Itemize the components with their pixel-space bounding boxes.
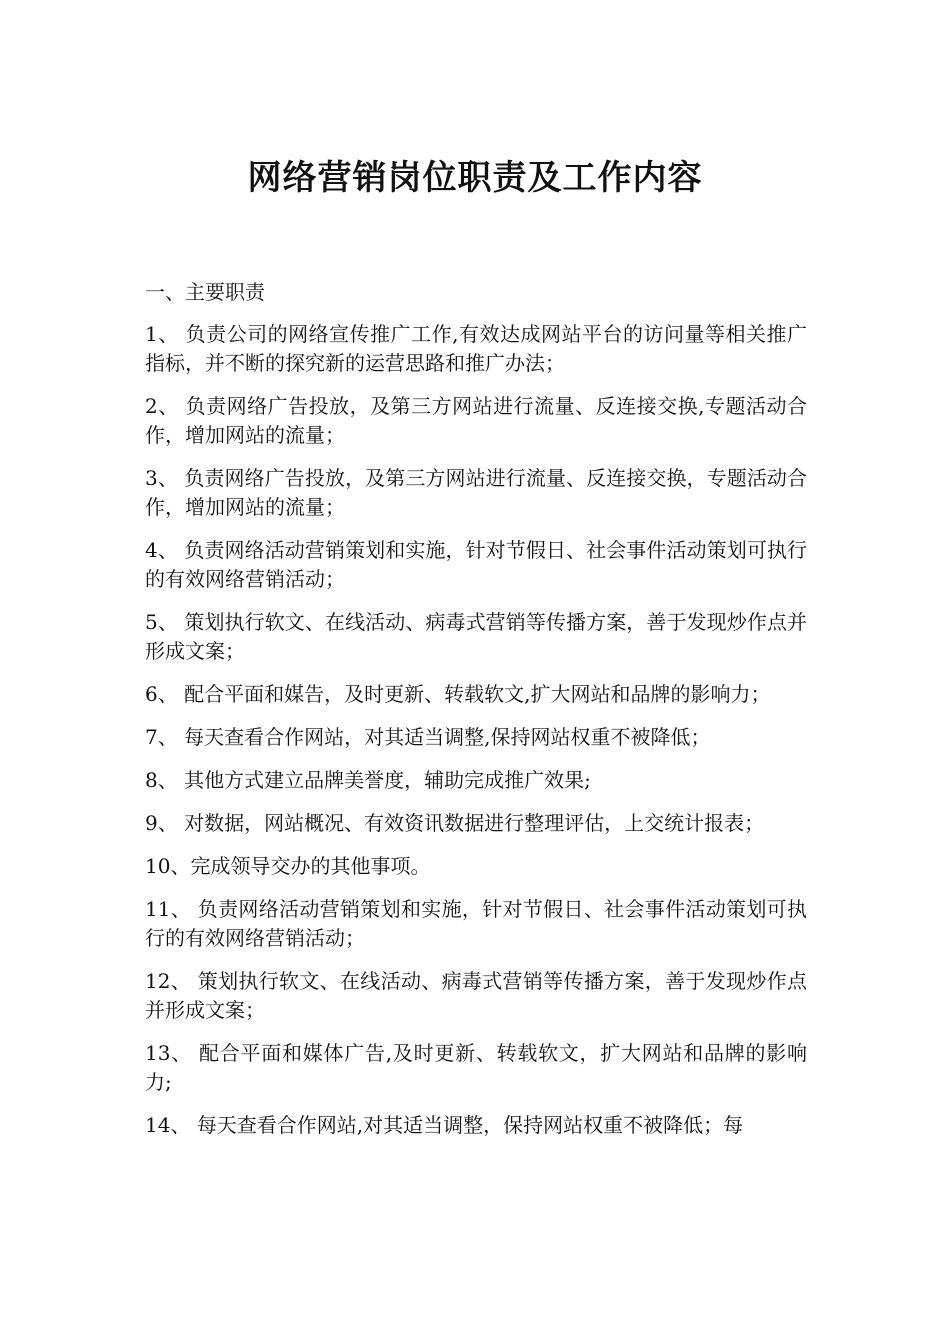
item-text: 配合平面和媒体广告,及时更新、转载软文，扩大网站和品牌的影响力; xyxy=(145,1041,807,1094)
document-body xyxy=(145,276,807,1154)
item-number: 1、 xyxy=(145,322,186,346)
item-text: 负责网络广告投放，及第三方网站进行流量、反连接交换，专题活动合作，增加网站的流量； xyxy=(145,466,808,519)
item-text: 策划执行软文、在线活动、病毒式营销等传播方案，善于发现炒作点并形成文案； xyxy=(145,610,808,663)
list-item xyxy=(145,723,807,752)
item-number: 11、 xyxy=(145,897,198,921)
list-item xyxy=(145,608,807,666)
item-text: 对数据，网站概况、有效资讯数据进行整理评估，上交统计报表； xyxy=(184,811,765,835)
item-number: 4、 xyxy=(145,538,185,562)
list-item xyxy=(145,1039,807,1097)
list-item xyxy=(145,766,807,795)
item-text: 配合平面和媒告，及时更新、转载软文,扩大网站和品牌的影响力； xyxy=(184,682,771,706)
list-item xyxy=(145,392,807,450)
item-number: 5、 xyxy=(145,610,185,634)
list-item xyxy=(145,536,807,594)
item-text: 负责网络广告投放，及第三方网站进行流量、反连接交换,专题活动合作，增加网站的流量； xyxy=(145,394,807,447)
list-item xyxy=(145,1111,807,1140)
item-number: 13、 xyxy=(145,1041,200,1065)
list-item xyxy=(145,320,807,378)
item-text: 完成领导交办的其他事项。 xyxy=(190,854,431,878)
list-item xyxy=(145,895,807,953)
item-number: 9、 xyxy=(145,811,185,835)
item-number: 2、 xyxy=(145,394,186,418)
document-title: 网络营销岗位职责及工作内容 xyxy=(247,158,703,198)
item-number: 3、 xyxy=(145,466,185,490)
item-number: 7、 xyxy=(145,725,185,749)
item-text: 策划执行软文、在线活动、病毒式营销等传播方案，善于发现炒作点并形成文案； xyxy=(145,969,807,1022)
item-number: 8、 xyxy=(145,768,185,792)
list-item xyxy=(145,680,807,709)
item-number: 6、 xyxy=(145,682,185,706)
item-number: 12、 xyxy=(145,969,198,993)
item-text: 负责公司的网络宣传推广工作,有效达成网站平台的访问量等相关推广指标，并不断的探究新的运营思路和推广办法； xyxy=(145,322,807,375)
item-number: 14、 xyxy=(145,1113,197,1137)
item-number: 10、 xyxy=(145,854,191,878)
item-text: 每天查看合作网站,对其适当调整，保持网站权重不被降低；每 xyxy=(196,1113,744,1137)
item-text: 负责网络活动营销策划和实施，针对节假日、社会事件活动策划可执行的有效网络营销活动； xyxy=(145,897,807,950)
item-text: 其他方式建立品牌美誉度，辅助完成推广效果; xyxy=(184,768,591,792)
section-heading: 一、主要职责 xyxy=(145,280,265,304)
list-item xyxy=(145,852,807,881)
list-item xyxy=(145,464,807,522)
list-item xyxy=(145,967,807,1025)
item-text: 每天查看合作网站，对其适当调整,保持网站权重不被降低； xyxy=(184,725,711,749)
list-item xyxy=(145,809,807,838)
item-text: 负责网络活动营销策划和实施，针对节假日、社会事件活动策划可执行的有效网络营销活动； xyxy=(145,538,808,591)
